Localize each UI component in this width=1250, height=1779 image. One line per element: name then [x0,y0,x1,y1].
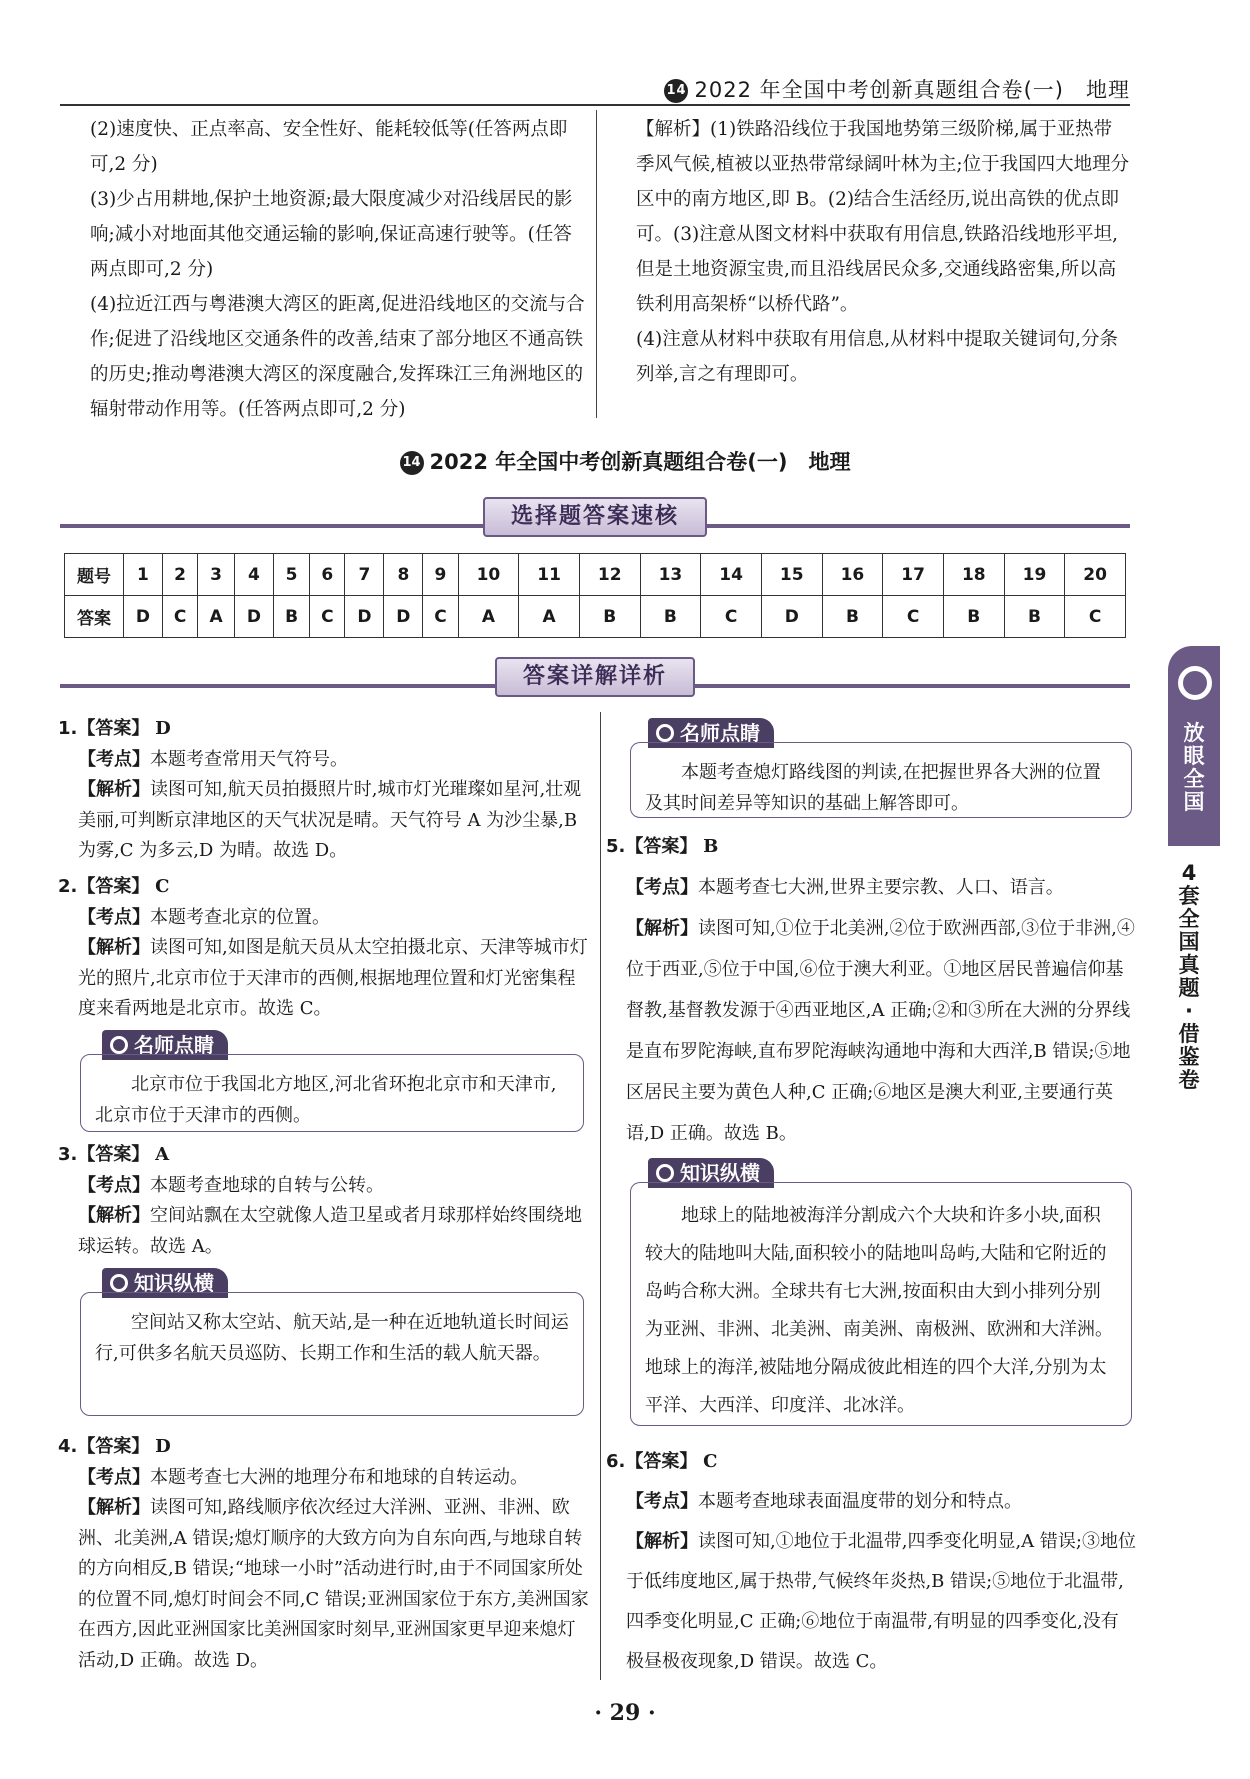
question-4 [58,1432,590,1676]
analysis-text: 空间站飘在太空就像人造卫星或者月球那样始终围绕地球运转。故选 A。 [78,1205,582,1257]
table-cell: D [761,596,822,638]
page-header [60,70,1130,106]
point-label: 【考点】 [78,906,150,928]
table-cell: 1 [124,554,163,596]
table-cell: A [519,596,580,638]
answer-label: 【答案】 [77,1144,150,1165]
analysis-text: 读图可知,路线顺序依次经过大洋洲、亚洲、非洲、欧洲、北美洲,A 错误;熄灯顺序的大致方向为自东向西,与地球自转的方向相反,B 错误;“地球一小时”活动进行时,由于不同国家所处的位置不同,熄灯时间会不同,C 错误;亚洲国家位于东方,美洲国家在西方,因此亚洲国家比美洲国家时刻早,亚洲国家更早迎来熄灯活动,D 正确。故选 D。 [78,1497,589,1671]
table-cell: 20 [1065,554,1126,596]
table-cell: 5 [273,554,309,596]
table-cell: D [384,596,423,638]
table-cell: B [943,596,1004,638]
table-cell: 2 [162,554,197,596]
answer-value: A [155,1144,170,1165]
analysis-label: 【解析】 [626,1531,698,1552]
answer-value: D [155,718,171,739]
analysis-label: 【解析】 [78,1497,150,1518]
side-subtitle: 4套全国真题·借鉴卷 [1178,861,1200,1092]
table-cell: A [458,596,519,638]
table-cell: 17 [883,554,944,596]
table-cell: A [198,596,235,638]
question-3 [58,1140,590,1262]
target-icon [110,1274,128,1292]
table-cell: 15 [761,554,822,596]
prev-right-column [636,112,1130,392]
analysis-label: 【解析】 [78,1205,150,1226]
table-cell: C [1065,596,1126,638]
banner-detailed [60,657,1130,697]
analysis-text: 读图可知,航天员拍摄照片时,城市灯光璀璨如星河,壮观美丽,可判断京津地区的天气状况是晴。天气符号 A 为沙尘暴,B 为雾,C 为多云,D 为晴。故选 D。 [78,779,582,861]
table-cell: 10 [458,554,519,596]
page-number: · 29 · [594,1700,656,1726]
knowledge-label: 知识纵横 [102,1268,228,1298]
question-number: 1. [58,718,78,739]
question-number: 6. [606,1451,626,1472]
table-cell: B [640,596,701,638]
knowledge-box: 地球上的陆地被海洋分割成六个大块和许多小块,面积较大的陆地叫大陆,面积较小的陆地叫岛屿,大陆和它附近的岛屿合称大洲。全球共有七大洲,按面积由大到小排列分别为亚洲、非洲、北美洲、南美洲、南极洲、欧洲和大洋洲。地球上的海洋,被陆地分隔成彼此相连的四个大洋,分别为太平洋、大西洋、印度洋、北冰洋。 [630,1182,1132,1426]
target-icon [110,1036,128,1054]
point-label: 【考点】 [78,1466,150,1488]
knowledge-box: 空间站又称太空站、航天站,是一种在近地轨道长时间运行,可供多名航天员巡防、长期工作和生活的载人航天器。 [80,1292,584,1416]
answer-value: C [703,1451,718,1472]
table-cell: 6 [310,554,345,596]
table-cell: D [124,596,163,638]
analysis-label: 【解析】 [78,779,150,800]
table-header-cell: 题号 [65,554,124,596]
table-cell: 19 [1004,554,1065,596]
prev-left-para: (2)速度快、正点率高、安全性好、能耗较低等(任答两点即可,2 分) [90,119,568,175]
table-cell: C [423,596,458,638]
table-row [65,554,1126,596]
question-number: 2. [58,876,78,897]
point-text: 本题考查七大洲的地理分布和地球的自转运动。 [150,1466,528,1488]
answer-table [64,553,1126,638]
tip-box: 本题考查熄灯路线图的判读,在把握世界各大洲的位置及其时间差异等知识的基础上解答即可。 [630,742,1132,818]
table-cell: 18 [943,554,1004,596]
table-cell: 11 [519,554,580,596]
point-text: 本题考查地球表面温度带的划分和特点。 [698,1491,1022,1512]
table-cell: 14 [701,554,762,596]
analysis-text: 读图可知,如图是航天员从太空拍摄北京、天津等城市灯光的照片,北京市位于天津市的西侧,根据地理位置和灯光密集程度来看两地是北京市。故选 C。 [78,937,588,1019]
table-cell: B [1004,596,1065,638]
prev-left-para: (4)拉近江西与粤港澳大湾区的距离,促进沿线地区的交流与合作;促进了沿线地区交通条件的改善,结束了部分地区不通高铁的历史;推动粤港澳大湾区的深度融合,发挥珠江三角洲地区的辐射带动作用等。(任答两点即可,2 分) [90,294,585,420]
table-cell: 4 [234,554,273,596]
section-badge: 14 [400,451,424,475]
banner-label: 答案详解详析 [495,657,695,697]
point-text: 本题考查常用天气符号。 [150,748,348,770]
table-cell: B [273,596,309,638]
answer-label: 【答案】 [77,1436,150,1457]
answer-label: 【答案】 [625,1451,698,1472]
table-cell: C [701,596,762,638]
point-text: 本题考查北京的位置。 [150,906,330,928]
table-cell: B [579,596,640,638]
header-title [664,74,1130,104]
section-title-text: 2022 年全国中考创新真题组合卷(一) 地理 [429,450,851,474]
table-cell: 7 [345,554,384,596]
header-badge: 14 [664,79,688,103]
point-label: 【考点】 [626,1491,698,1512]
header-title-text: 2022 年全国中考创新真题组合卷(一) 地理 [694,78,1130,102]
point-label: 【考点】 [78,748,150,770]
answer-value: B [703,836,719,857]
target-icon [656,1164,674,1182]
column-divider [600,712,601,1680]
answer-value: C [155,876,170,897]
tip-label: 名师点睛 [648,718,774,748]
target-icon [656,724,674,742]
answer-label: 【答案】 [77,718,150,739]
analysis-text: 读图可知,①位于北美洲,②位于欧洲西部,③位于非洲,④位于西亚,⑤位于中国,⑥位于澳大利亚。①地区居民普遍信仰基督教,基督教发源于④西亚地区,A 正确;②和③所在大洲的分界线是直布罗陀海峡,直布罗陀海峡沟通地中海和大西洋,B 错误;⑤地区居民主要为黄色人种,C 正确;⑥地区是澳大利亚,主要通行英语,D 正确。故选 B。 [626,918,1135,1144]
prev-left-para: (3)少占用耕地,保护土地资源;最大限度减少对沿线居民的影响;减小对地面其他交通运输的影响,保证高速行驶等。(任答两点即可,2 分) [90,189,573,280]
point-text: 本题考查地球的自转与公转。 [150,1174,384,1196]
prev-left-column [90,112,586,427]
knowledge-label: 知识纵横 [648,1158,774,1188]
table-cell: D [234,596,273,638]
tip-label: 名师点睛 [102,1030,228,1060]
question-number: 4. [58,1436,78,1457]
question-1 [58,714,590,867]
table-cell: 9 [423,554,458,596]
target-icon [1178,666,1212,700]
table-cell: C [883,596,944,638]
table-cell: 3 [198,554,235,596]
question-5 [606,826,1136,1154]
question-number: 5. [606,836,626,857]
analysis-label: 【解析】 [626,918,698,939]
table-header-cell: 答案 [65,596,124,638]
tip-box: 北京市位于我国北方地区,河北省环抱北京市和天津市,北京市位于天津市的西侧。 [80,1054,584,1132]
table-cell: D [345,596,384,638]
question-number: 3. [58,1144,78,1165]
banner-label: 选择题答案速核 [483,497,707,537]
column-divider [596,110,597,418]
analysis-text: 读图可知,①地位于北温带,四季变化明显,A 错误;③地位于低纬度地区,属于热带,气候终年炎热,B 错误;⑤地位于北温带,四季变化明显,C 正确;⑥地位于南温带,有明显的四季变化,没有极昼极夜现象,D 错误。故选 C。 [626,1531,1136,1672]
side-tab-label: 放眼全国 [1183,721,1205,814]
point-label: 【考点】 [78,1174,150,1196]
answer-value: D [155,1436,171,1457]
analysis-label: 【解析】 [78,937,150,958]
point-text: 本题考查七大洲,世界主要宗教、人口、语言。 [698,877,1064,898]
table-cell: C [162,596,197,638]
answer-label: 【答案】 [77,876,150,897]
prev-right-para: 【解析】(1)铁路沿线位于我国地势第三级阶梯,属于亚热带季风气候,植被以亚热带常绿阔叶林为主;位于我国四大地理分区中的南方地区,即 B。(2)结合生活经历,说出高铁的优点即可。(3)注意从图文材料中获取有用信息,铁路沿线地形平坦,但是土地资源宝贵,而且沿线居民众多,交通线路密集,所以高铁利用高架桥“以桥代路”。 [636,119,1130,315]
table-cell: C [310,596,345,638]
question-2 [58,872,590,1025]
point-label: 【考点】 [626,877,698,898]
question-6 [606,1442,1136,1682]
table-cell: 12 [579,554,640,596]
table-cell: 13 [640,554,701,596]
table-row [65,596,1126,638]
banner-quick-check [60,497,1130,537]
table-cell: 16 [822,554,883,596]
answer-label: 【答案】 [625,836,698,857]
table-cell: 8 [384,554,423,596]
table-cell: B [822,596,883,638]
header-rule [60,104,1130,106]
section-title [0,446,1250,476]
side-tab [1168,646,1220,846]
prev-right-para: (4)注意从材料中获取有用信息,从材料中提取关键词句,分条列举,言之有理即可。 [636,329,1118,385]
